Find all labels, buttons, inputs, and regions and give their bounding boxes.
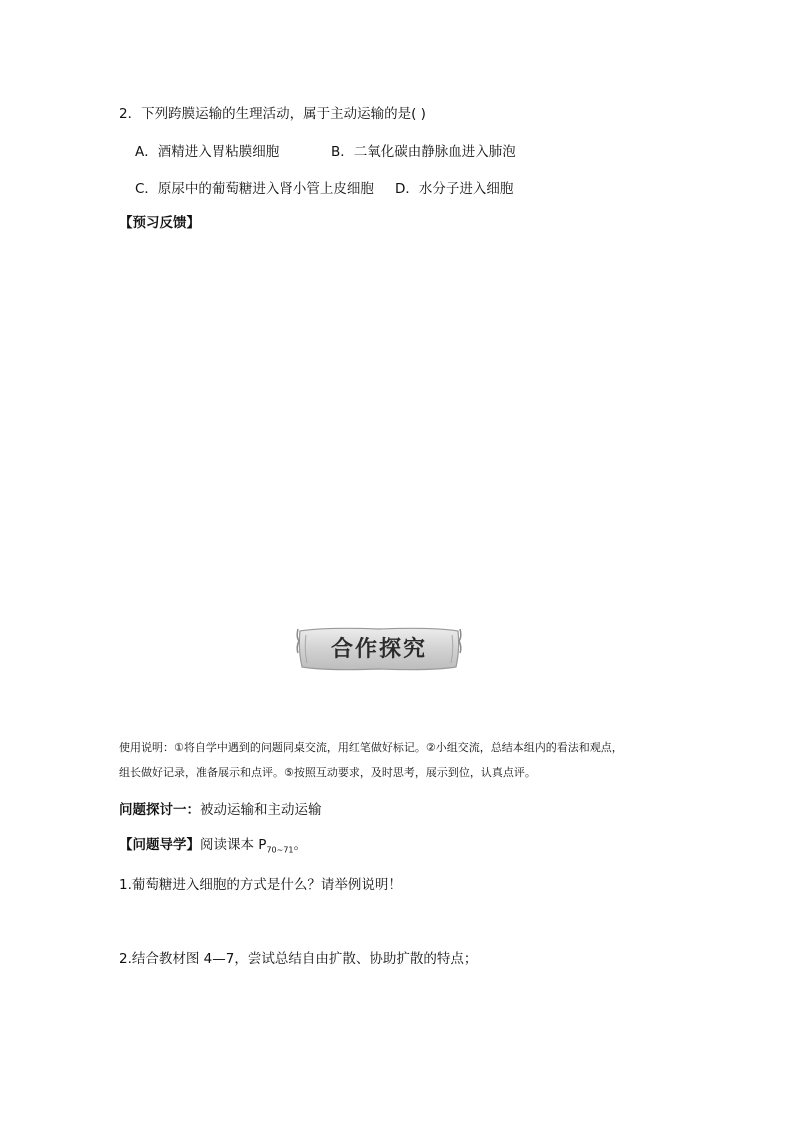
problem-guide-pages: 70~71: [266, 845, 294, 855]
question-2-option-a: A．酒精进入胃粘膜细胞: [135, 144, 280, 160]
topic-one: [119, 798, 322, 818]
topic-one-title: 被动运输和主动运输: [200, 802, 322, 818]
problem-guide-text: 阅读课本 P: [200, 837, 267, 853]
problem-guide-label: 【问题导学】: [119, 837, 200, 853]
question-2-stem: 2．下列跨膜运输的生理活动，属于主动运输的是( ): [119, 106, 426, 122]
question-2-option-b: B．二氧化碳由静脉血进入肺泡: [331, 144, 516, 160]
problem-guide-end: 。: [293, 837, 307, 853]
question-2-option-c: C．原尿中的葡萄糖进入肾小管上皮细胞: [135, 181, 374, 197]
topic-one-label: 问题探讨一：: [119, 802, 200, 818]
problem-guide: [119, 833, 307, 855]
question-2-option-d: D．水分子进入细胞: [395, 181, 514, 197]
usage-instructions-line-1: 使用说明：①将自学中遇到的问题同桌交流，用红笔做好标记。②小组交流，总结本组内的看法和观点，: [119, 741, 623, 754]
question-1: 1.葡萄糖进入细胞的方式是什么？请举例说明！: [119, 877, 402, 893]
question-2-textbook: 2.结合教材图 4—7，尝试总结自由扩散、协助扩散的特点；: [119, 951, 478, 967]
preview-feedback-heading: 【预习反馈】: [119, 215, 200, 231]
banner-title: 合作探究: [330, 636, 427, 662]
usage-instructions-line-2: 组长做好记录，准备展示和点评。⑤按照互动要求，及时思考，展示到位，认真点评。: [119, 766, 536, 779]
cooperative-inquiry-banner: [296, 623, 462, 675]
